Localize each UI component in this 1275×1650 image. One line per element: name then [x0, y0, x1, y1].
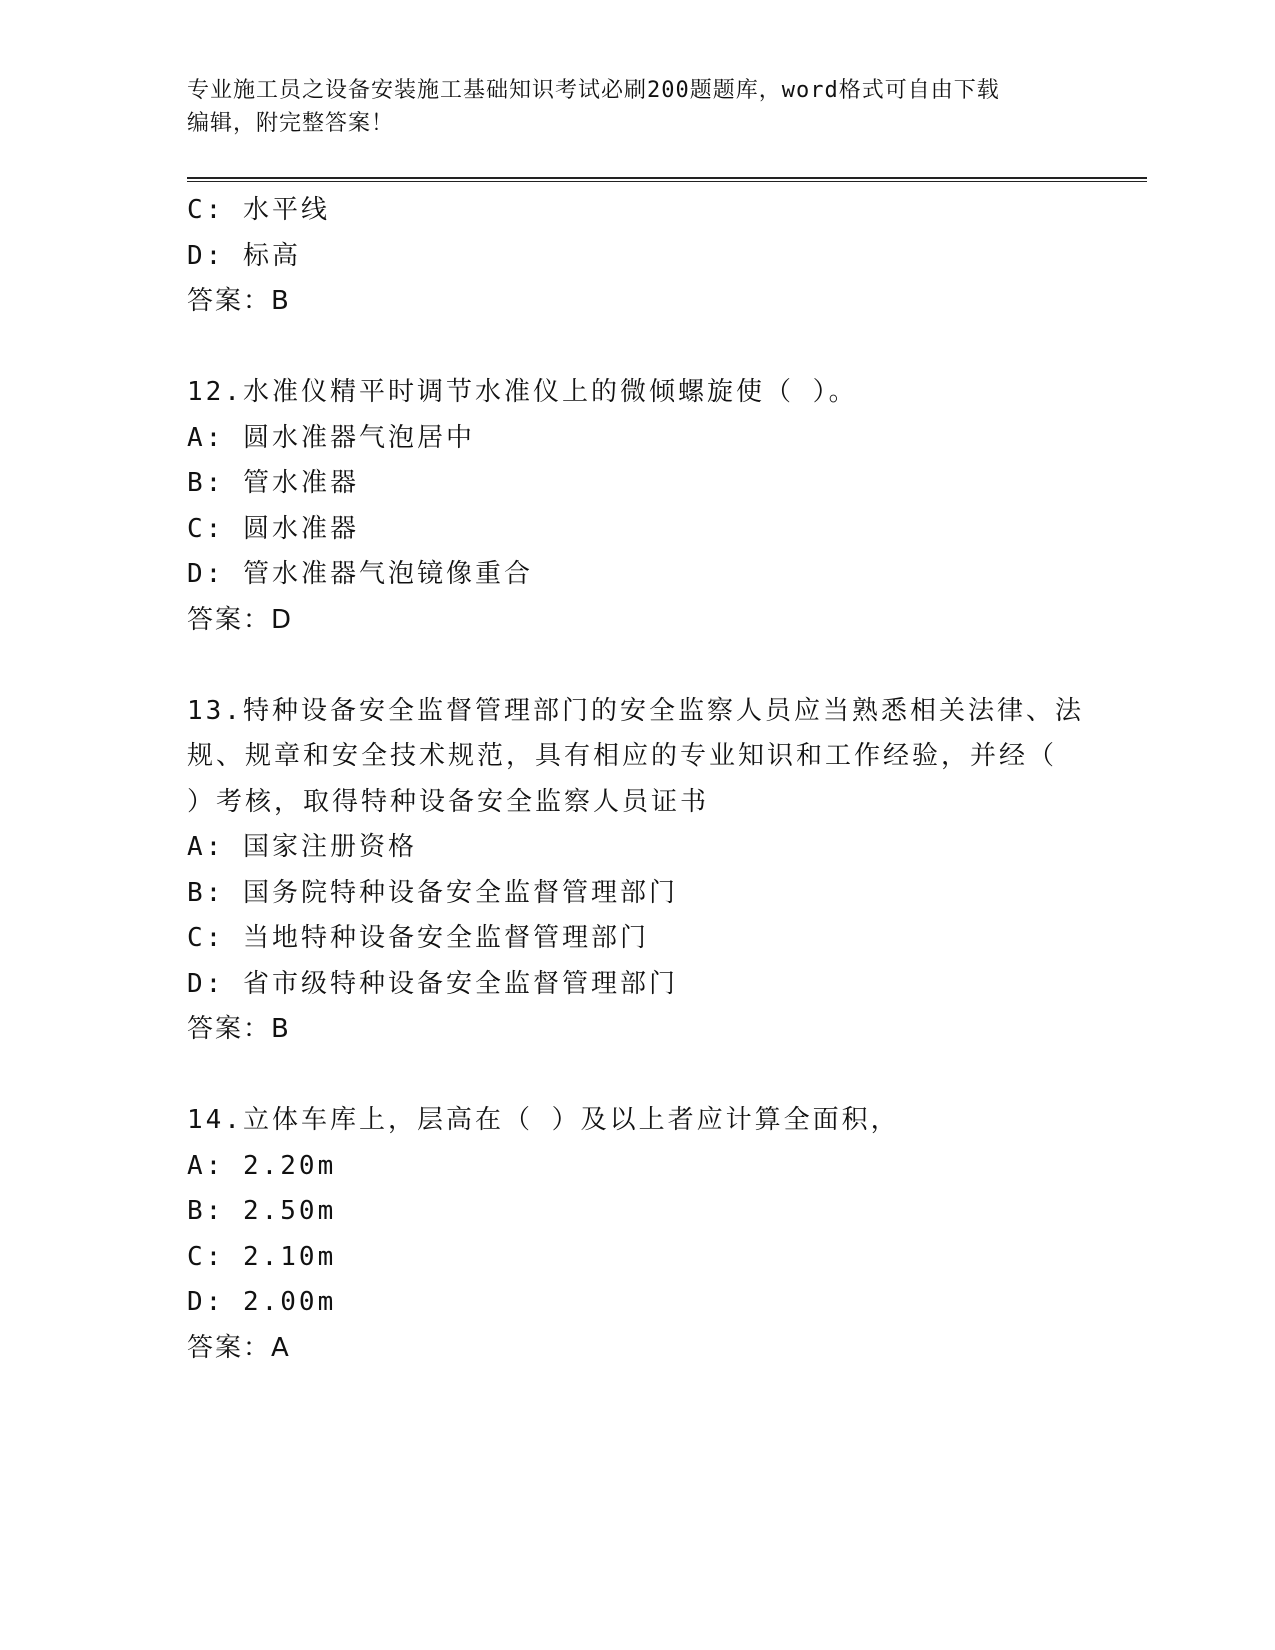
q13-option-d: D: 省市级特种设备安全监督管理部门	[187, 968, 678, 999]
q13-option-b: B: 国务院特种设备安全监督管理部门	[187, 877, 678, 908]
question-11	[187, 188, 1147, 325]
q12-option-b: B: 管水准器	[187, 468, 359, 498]
header-line-1: 专业施工员之设备安装施工基础知识考试必刷200题题库，word格式可自由下载	[187, 78, 1000, 103]
q13-question-line-2: 规、规章和安全技术规范，具有相应的专业知识和工作经验，并经（	[187, 741, 1058, 771]
q14-answer: 答案：A	[187, 1332, 291, 1363]
q14-option-c: C: 2.10m	[187, 1241, 337, 1272]
q12-option-d: D: 管水准器气泡镜像重合	[187, 559, 533, 589]
q12-answer: 答案：D	[187, 604, 294, 635]
header-divider	[187, 177, 1147, 182]
q13-option-a: A: 国家注册资格	[187, 832, 417, 862]
q13-question-line-3: ）考核，取得特种设备安全监察人员证书	[187, 786, 710, 817]
q11-answer: 答案：B	[187, 286, 291, 316]
q13-answer: 答案：B	[187, 1014, 291, 1044]
question-list	[187, 188, 1147, 1371]
q14-option-a: A: 2.20m	[187, 1150, 337, 1181]
header-line-2: 编辑，附完整答案！	[187, 111, 395, 136]
q12-option-a: A: 圆水准器气泡居中	[187, 422, 475, 453]
question-14	[187, 1098, 1147, 1371]
q11-option-c: C: 水平线	[187, 195, 330, 225]
document-header	[187, 74, 1087, 140]
question-12	[187, 370, 1147, 643]
q13-question-line-1: 13.特种设备安全监督管理部门的安全监察人员应当熟悉相关法律、法	[187, 695, 1084, 726]
q11-option-d: D: 标高	[187, 240, 301, 271]
q14-question: 14.立体车库上，层高在（ ）及以上者应计算全面积，	[187, 1105, 900, 1135]
spacer	[187, 643, 1147, 689]
q14-option-d: D: 2.00m	[187, 1287, 337, 1317]
spacer	[187, 1053, 1147, 1099]
q12-option-c: C: 圆水准器	[187, 513, 359, 544]
question-13	[187, 689, 1147, 1053]
q14-option-b: B: 2.50m	[187, 1196, 337, 1226]
q13-option-c: C: 当地特种设备安全监督管理部门	[187, 923, 649, 953]
q12-question: 12.水准仪精平时调节水准仪上的微倾螺旋使（ ）。	[187, 377, 858, 407]
spacer	[187, 325, 1147, 371]
